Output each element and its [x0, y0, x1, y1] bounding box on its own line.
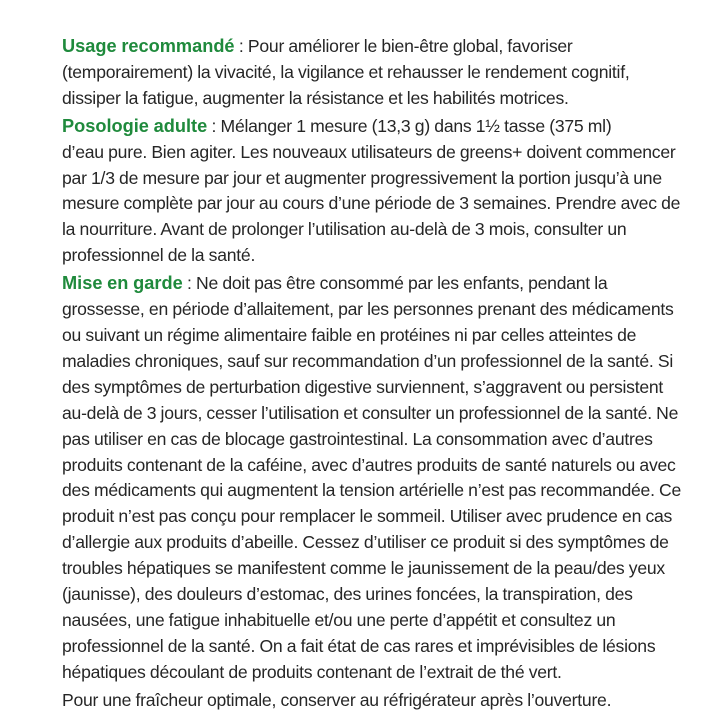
warning-line: troubles hépatiques se manifestent comme le jaunissement de la peau/des yeux [62, 558, 665, 579]
warning-line: nausées, une fatigue inhabituelle et/ou une perte d’appétit et consultez un [62, 609, 616, 630]
storage-note-text: Pour une fraîcheur optimale, conserver au réfrigérateur après l’ouverture. [62, 689, 612, 710]
dosage-line: d’eau pure. Bien agiter. Les nouveaux utilisateurs de greens+ doivent commencer [62, 141, 676, 162]
warning-heading: Mise en garde [62, 273, 183, 294]
warning-separator: : [182, 273, 197, 294]
warning-line: d’allergie aux produits d’abeille. Cessez d’utiliser ce produit si des symptômes de [62, 532, 669, 553]
usage-heading: Usage recommandé [62, 36, 235, 56]
dosage-section [62, 114, 712, 269]
dosage-heading: Posologie adulte [62, 115, 208, 136]
warning-line: produit n’est pas conçu pour remplacer le sommeil. Utiliser avec prudence en cas [62, 506, 673, 527]
usage-line: (temporairement) la vivacité, la vigilance et rehausser le rendement cognitif, [62, 61, 630, 82]
warning-line: hépatiques découlant de produits contenant de l’extrait de thé vert. [62, 661, 562, 682]
usage-line: Pour améliorer le bien-être global, favoriser [247, 36, 573, 56]
dosage-line: Mélanger 1 mesure (13,3 g) dans 1½ tasse (375 ml) [220, 115, 612, 136]
warning-line: ou suivant un régime alimentaire faible en protéines ni par celles atteintes de [62, 324, 637, 345]
warning-line: Ne doit pas être consommé par les enfants, pendant la [196, 273, 608, 294]
dosage-line: professionnel de la santé. [62, 245, 256, 266]
dosage-line: par 1/3 de mesure par jour et augmenter progressivement la portion jusqu’à une [62, 167, 662, 188]
warning-line: produits contenant de la caféine, avec d’autres produits de santé naturels ou avec [62, 454, 676, 475]
warning-line: au-delà de 3 jours, cesser l’utilisation et consulter un professionnel de la santé. Ne [62, 402, 679, 423]
dosage-line: la nourriture. Avant de prolonger l’utilisation au-delà de 3 mois, consulter un [62, 219, 627, 240]
label-text-panel [62, 34, 712, 714]
storage-note [62, 688, 712, 714]
usage-separator: : [234, 36, 248, 56]
usage-first-line [62, 34, 712, 60]
dosage-first-line [62, 114, 712, 140]
warning-line: des symptômes de perturbation digestive surviennent, s’aggravent ou persistent [62, 376, 664, 397]
warning-line: pas utiliser en cas de blocage gastrointestinal. La consommation avec d’autres [62, 428, 653, 449]
dosage-separator: : [207, 115, 221, 136]
warning-line: des médicaments qui augmentent la tension artérielle n’est pas recommandée. Ce [62, 480, 682, 501]
usage-section [62, 34, 712, 112]
warning-line: maladies chroniques, sauf sur recommandation d’un professionnel de la santé. Si [62, 350, 673, 371]
warning-section [62, 271, 712, 686]
warning-line: professionnel de la santé. On a fait état de cas rares et imprévisibles de lésions [62, 635, 656, 656]
dosage-line: mesure complète par jour au cours d’une période de 3 semaines. Prendre avec de [62, 193, 681, 214]
warning-line: grossesse, en période d’allaitement, par les personnes prenant des médicaments [62, 299, 674, 320]
warning-line: (jaunisse), des douleurs d’estomac, des urines foncées, la transpiration, des [62, 584, 633, 605]
warning-first-line [62, 271, 712, 297]
usage-line: dissiper la fatigue, augmenter la résistance et les habilités motrices. [62, 87, 569, 108]
